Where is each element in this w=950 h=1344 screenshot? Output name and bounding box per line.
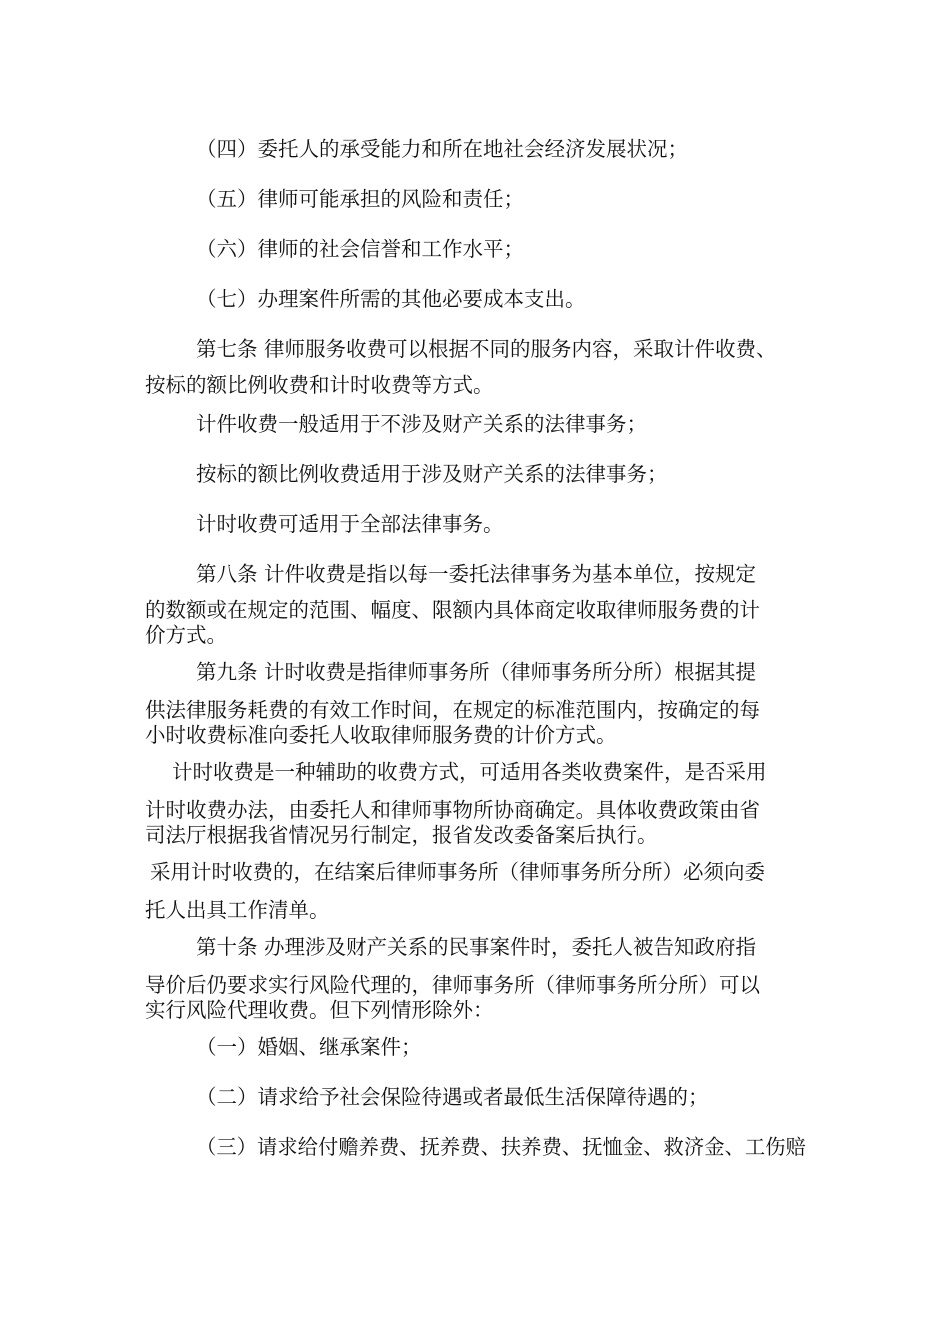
text-line: 第九条 计时收费是指律师事务所（律师事务所分所）根据其提 xyxy=(196,660,757,684)
text-line: 计时收费是一种辅助的收费方式，可适用各类收费案件，是否采用 xyxy=(172,760,767,784)
text-line: 价方式。 xyxy=(145,623,227,647)
text-line: （六）律师的社会信誉和工作水平； xyxy=(196,237,524,261)
text-line: 采用计时收费的，在结案后律师事务所（律师事务所分所）必须向委 xyxy=(150,860,765,884)
text-line: 供法律服务耗费的有效工作时间，在规定的标准范围内，按确定的每 xyxy=(145,698,760,722)
text-line: 计时收费可适用于全部法律事务。 xyxy=(196,512,504,536)
text-line: 按标的额比例收费和计时收费等方式。 xyxy=(145,373,494,397)
text-line: 实行风险代理收费。但下列情形除外： xyxy=(145,998,494,1022)
text-line: （二）请求给予社会保险待遇或者最低生活保障待遇的； xyxy=(196,1085,709,1109)
text-line: （五）律师可能承担的风险和责任； xyxy=(196,187,524,211)
text-line: 第七条 律师服务收费可以根据不同的服务内容，采取计件收费、 xyxy=(196,337,777,361)
text-line: （三）请求给付赡养费、抚养费、扶养费、抚恤金、救济金、工伤赔 xyxy=(196,1135,806,1159)
text-line: 导价后仍要求实行风险代理的，律师事务所（律师事务所分所）可以 xyxy=(145,973,760,997)
text-line: 的数额或在规定的范围、幅度、限额内具体商定收取律师服务费的计 xyxy=(145,598,760,622)
text-line: 小时收费标准向委托人收取律师服务费的计价方式。 xyxy=(145,723,617,747)
text-line: （一）婚姻、继承案件； xyxy=(196,1035,422,1059)
text-line: 计件收费一般适用于不涉及财产关系的法律事务； xyxy=(196,412,647,436)
text-line: 第八条 计件收费是指以每一委托法律事务为基本单位，按规定 xyxy=(196,562,757,586)
text-line: 计时收费办法，由委托人和律师事物所协商确定。具体收费政策由省 xyxy=(145,798,760,822)
text-line: 托人出具工作清单。 xyxy=(145,898,330,922)
text-line: （四）委托人的承受能力和所在地社会经济发展状况； xyxy=(196,137,688,161)
text-line: 按标的额比例收费适用于涉及财产关系的法律事务； xyxy=(196,462,668,486)
text-line: （七）办理案件所需的其他必要成本支出。 xyxy=(196,287,586,311)
text-line: 司法厅根据我省情况另行制定，报省发改委备案后执行。 xyxy=(145,823,658,847)
text-line: 第十条 办理涉及财产关系的民事案件时，委托人被告知政府指 xyxy=(196,935,757,959)
